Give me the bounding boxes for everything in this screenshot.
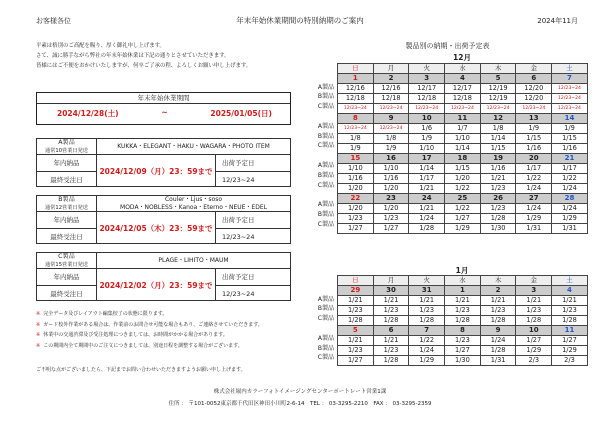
order-deadline: 2024/12/02（月）23：59まで (97, 269, 216, 301)
page-title: 年末年始休業期間の特別納期のご案内 (236, 16, 364, 25)
delivery-cell: 1/21 (338, 296, 374, 306)
delivery-cell: 1/23 (373, 346, 409, 356)
delivery-cell: 1/20 (338, 184, 374, 194)
delivery-cell: 1/21 (516, 296, 552, 306)
weekday-cell: 日 (338, 276, 374, 286)
date-cell: 3 (516, 286, 552, 296)
date-row (338, 194, 588, 204)
product-row-b (338, 94, 588, 104)
row-label: B製品 (317, 171, 334, 179)
product-row-a (338, 336, 588, 346)
date-cell: 22 (338, 194, 374, 204)
delivery-cell: 1/24 (409, 214, 445, 224)
delivery-cell: 1/23 (445, 336, 481, 346)
date-cell: 7 (552, 74, 588, 84)
row-label: C製品 (317, 220, 334, 228)
date-cell: 5 (480, 74, 516, 84)
intro-line: 平素は格別のご高配を賜り、厚く御礼申し上げます。 (36, 43, 165, 49)
delivery-cell: 1/23 (373, 214, 409, 224)
intro-text (36, 41, 251, 71)
year-delivery-label: 年内納品 (37, 155, 96, 172)
intro-line: 皆様にはご不便をおかけいたしますが、何卒ご了承の程、よろしくお願い申し上げます。 (36, 63, 252, 69)
delivery-cell: 1/14 (445, 144, 481, 154)
delivery-cell: 1/27 (516, 336, 552, 346)
brand-list: Couler・Ljus・soso MODA・NOBLESS・Kanoa・Eterno・NEUE・EDEL (120, 196, 267, 211)
weekday-cell: 月 (373, 276, 409, 286)
delivery-cell: 1/28 (338, 316, 374, 326)
last-order-label: 最終受注日 (50, 290, 83, 298)
product-row-c (338, 224, 588, 234)
date-row (338, 154, 588, 164)
row-label: C製品 (317, 103, 334, 111)
date-cell: 25 (445, 194, 481, 204)
weekday-cell: 金 (516, 276, 552, 286)
last-order-label: 最終受注日 (50, 233, 83, 241)
row-label-spacer (306, 73, 336, 83)
delivery-cell: 1/28 (516, 316, 552, 326)
weekday-cell: 土 (552, 276, 588, 286)
contact-note: ご不明な点がございましたら、下記までお問い合わせいただきますようお願い申し上げます。 (36, 367, 246, 373)
date-cell: 31 (409, 286, 445, 296)
delivery-cell: 12/23~24 (445, 104, 481, 114)
delivery-cell: 1/22 (516, 174, 552, 184)
delivery-cell: 1/21 (552, 296, 588, 306)
date-cell: 8 (445, 326, 481, 336)
row-label: A製品 (317, 334, 334, 342)
delivery-cell: 1/8 (373, 134, 409, 144)
delivery-cell: 1/24 (552, 204, 588, 214)
product-row-a (338, 296, 588, 306)
date-cell: 10 (409, 114, 445, 124)
row-label: B製品 (317, 305, 334, 313)
delivery-cell: 1/17 (552, 164, 588, 174)
date-cell: 4 (552, 286, 588, 296)
product-row-b (338, 214, 588, 224)
row-label: A製品 (317, 83, 334, 91)
product-row-b (338, 134, 588, 144)
delivery-cell: 1/29 (409, 356, 445, 366)
delivery-cell: 1/17 (516, 164, 552, 174)
order-deadline: 2024/12/05（木）23：59まで (97, 212, 216, 244)
delivery-cell: 1/30 (480, 224, 516, 234)
delivery-cell: 1/23 (445, 306, 481, 316)
month-december: 12月 (453, 53, 471, 62)
delivery-cell: 1/30 (445, 356, 481, 366)
date-cell: 16 (373, 154, 409, 164)
delivery-cell: 1/29 (552, 346, 588, 356)
product-row-c (338, 356, 588, 366)
delivery-cell: 12/17 (445, 84, 481, 94)
date-cell: 5 (338, 326, 374, 336)
date-cell: 23 (373, 194, 409, 204)
date-cell: 18 (445, 154, 481, 164)
delivery-cell: 1/10 (338, 164, 374, 174)
date-cell: 29 (338, 286, 374, 296)
delivery-cell: 1/9 (338, 144, 374, 154)
header-left: お客様各位 (36, 17, 71, 25)
date-cell: 2 (373, 74, 409, 84)
holiday-period-title: 年末年始休業期間 (37, 93, 290, 104)
year-delivery-label: 年内納品 (37, 269, 96, 286)
delivery-cell: 12/23~24 (409, 104, 445, 114)
delivery-cell: 1/20 (445, 174, 481, 184)
note-item: ※ 休業中の交通渋滞及び受注処理につきましては、お時間がかかる場合があります。 (36, 332, 228, 338)
holiday-period-box (36, 92, 291, 125)
date-cell: 24 (409, 194, 445, 204)
intro-line: さて、誠に勝手ながら弊社の年末年始休業は下記の通りとさせていただきます。 (36, 53, 230, 59)
delivery-cell: 1/9 (552, 124, 588, 134)
row-label: B製品 (317, 93, 334, 101)
delivery-cell: 1/31 (516, 224, 552, 234)
delivery-cell: 12/23~24 (516, 104, 552, 114)
month-january: 1月 (455, 266, 469, 275)
delivery-cell: 12/20 (516, 94, 552, 104)
delivery-cell: 1/28 (480, 316, 516, 326)
weekday-cell: 水 (445, 64, 481, 74)
date-cell: 9 (373, 114, 409, 124)
delivery-cell: 1/16 (552, 144, 588, 154)
product-a-box (36, 138, 291, 187)
delivery-cell: 1/27 (338, 224, 374, 234)
delivery-cell: 2/3 (516, 356, 552, 366)
delivery-cell: 12/23~24 (338, 124, 374, 134)
date-cell: 7 (409, 326, 445, 336)
delivery-cell: 1/10 (409, 144, 445, 154)
footer-company: 株式会社堀内カラーフォトイメージングセンターポートレート営業1課 (213, 389, 387, 395)
weekday-cell: 日 (338, 64, 374, 74)
product-label: A製品 通常10営業日発送 (37, 139, 97, 154)
last-order-label: 最終受注日 (50, 176, 83, 184)
date-cell: 2 (480, 286, 516, 296)
date-row (338, 286, 588, 296)
calendar-december (337, 63, 588, 234)
ship-label: 出荷予定日 (216, 212, 290, 229)
delivery-cell: 12/23~24 (480, 104, 516, 114)
row-label-spacer (306, 63, 336, 73)
delivery-cell: 1/15 (516, 134, 552, 144)
date-cell: 21 (552, 154, 588, 164)
year-delivery-label: 年内納品 (37, 212, 96, 229)
delivery-cell: 1/15 (552, 134, 588, 144)
delivery-cell: 1/29 (516, 214, 552, 224)
row-label: C製品 (317, 315, 334, 323)
product-row-a (338, 204, 588, 214)
calendar-title: 製品別の納期・出荷予定表 (405, 42, 490, 50)
row-label-spacer (306, 112, 336, 122)
delivery-cell: 1/24 (552, 184, 588, 194)
row-label: B製品 (317, 210, 334, 218)
product-b-box (36, 195, 291, 244)
date-cell: 9 (480, 326, 516, 336)
row-label-spacer (306, 324, 336, 334)
holiday-end: 2025/01/05(日) (210, 109, 272, 118)
delivery-cell: 1/9 (373, 144, 409, 154)
date-cell: 11 (552, 326, 588, 336)
delivery-cell: 1/9 (516, 124, 552, 134)
delivery-cell: 1/31 (552, 224, 588, 234)
delivery-cell: 12/18 (373, 94, 409, 104)
date-cell: 12 (480, 114, 516, 124)
delivery-cell: 1/14 (409, 164, 445, 174)
row-label: B製品 (317, 344, 334, 352)
delivery-cell: 1/6 (409, 124, 445, 134)
delivery-cell: 1/14 (480, 134, 516, 144)
delivery-cell: 1/24 (516, 184, 552, 194)
date-cell: 11 (445, 114, 481, 124)
delivery-cell: 12/16 (338, 84, 374, 94)
delivery-cell: 1/21 (373, 336, 409, 346)
delivery-cell: 12/18 (409, 94, 445, 104)
delivery-cell: 1/23 (480, 204, 516, 214)
delivery-cell: 1/23 (338, 214, 374, 224)
delivery-cell: 1/27 (445, 214, 481, 224)
delivery-cell: 12/23~24 (373, 124, 409, 134)
delivery-cell: 12/23~24 (338, 104, 374, 114)
ship-date: 12/23~24 (222, 290, 255, 298)
order-deadline: 2024/12/09（月）23：59まで (97, 155, 216, 187)
delivery-cell: 1/21 (480, 296, 516, 306)
weekday-row (338, 276, 588, 286)
delivery-cell: 1/27 (552, 336, 588, 346)
date-cell: 27 (516, 194, 552, 204)
date-cell: 13 (516, 114, 552, 124)
date-row (338, 114, 588, 124)
row-label: A製品 (317, 201, 334, 209)
row-label: A製品 (317, 161, 334, 169)
date-cell: 10 (516, 326, 552, 336)
row-label: C製品 (317, 181, 334, 189)
delivery-cell: 1/24 (409, 346, 445, 356)
delivery-cell: 1/24 (516, 204, 552, 214)
product-label: C製品 通常15営業日発送 (37, 253, 97, 268)
date-row (338, 326, 588, 336)
weekday-cell: 木 (480, 276, 516, 286)
delivery-cell: 1/23 (480, 306, 516, 316)
weekday-cell: 金 (516, 64, 552, 74)
product-label: B製品 通常12営業日発送 (37, 196, 97, 211)
delivery-cell: 1/28 (409, 224, 445, 234)
row-labels-january (306, 275, 336, 363)
delivery-cell: 1/22 (409, 336, 445, 346)
product-row-b (338, 346, 588, 356)
delivery-cell: 1/21 (480, 174, 516, 184)
date-cell: 6 (373, 326, 409, 336)
weekday-cell: 水 (445, 276, 481, 286)
delivery-cell: 1/21 (338, 336, 374, 346)
weekday-cell: 火 (409, 64, 445, 74)
delivery-cell: 1/23 (373, 306, 409, 316)
delivery-cell: 1/9 (409, 134, 445, 144)
weekday-cell: 土 (552, 64, 588, 74)
delivery-cell: 1/22 (445, 204, 481, 214)
delivery-cell: 1/29 (445, 224, 481, 234)
delivery-cell: 12/18 (338, 94, 374, 104)
delivery-cell: 1/20 (373, 184, 409, 194)
delivery-cell: 1/8 (338, 134, 374, 144)
delivery-cell: 1/10 (373, 164, 409, 174)
ship-label: 出荷予定日 (216, 155, 290, 172)
row-label-spacer (306, 285, 336, 295)
delivery-cell: 1/29 (516, 346, 552, 356)
delivery-cell: 1/15 (480, 144, 516, 154)
delivery-cell: 1/23 (409, 306, 445, 316)
ship-label: 出荷予定日 (216, 269, 290, 286)
date-cell: 30 (373, 286, 409, 296)
weekday-cell: 火 (409, 276, 445, 286)
date-cell: 6 (516, 74, 552, 84)
delivery-cell: 1/23 (338, 346, 374, 356)
row-label: B製品 (317, 132, 334, 140)
product-row-b (338, 306, 588, 316)
delivery-cell: 1/28 (552, 316, 588, 326)
date-cell: 1 (338, 74, 374, 84)
date-cell: 3 (409, 74, 445, 84)
row-label: A製品 (317, 295, 334, 303)
product-row-b (338, 174, 588, 184)
delivery-cell: 1/22 (445, 184, 481, 194)
product-row-a (338, 84, 588, 94)
ship-date: 12/23~24 (222, 233, 255, 241)
date-cell: 8 (338, 114, 374, 124)
date-cell: 14 (552, 114, 588, 124)
delivery-cell: 1/21 (409, 204, 445, 214)
delivery-cell: 1/17 (409, 174, 445, 184)
delivery-cell: 1/23 (338, 306, 374, 316)
delivery-cell: 1/16 (480, 164, 516, 174)
delivery-cell: 1/16 (373, 174, 409, 184)
product-row-a (338, 164, 588, 174)
delivery-cell: 1/28 (373, 316, 409, 326)
delivery-cell: 1/21 (373, 296, 409, 306)
delivery-cell: 1/21 (409, 184, 445, 194)
row-label-spacer (306, 275, 336, 285)
date-cell: 15 (338, 154, 374, 164)
delivery-cell: 1/22 (552, 174, 588, 184)
date-cell: 1 (445, 286, 481, 296)
delivery-cell: 12/18 (445, 94, 481, 104)
weekday-cell: 木 (480, 64, 516, 74)
delivery-cell: 1/28 (445, 316, 481, 326)
delivery-cell: 1/20 (338, 204, 374, 214)
delivery-cell: 1/28 (480, 214, 516, 224)
date-cell: 4 (445, 74, 481, 84)
delivery-cell: 12/20 (516, 84, 552, 94)
product-row-c (338, 184, 588, 194)
delivery-cell: 1/20 (373, 204, 409, 214)
product-c-box (36, 252, 291, 301)
date-cell: 20 (516, 154, 552, 164)
delivery-cell: 1/21 (445, 296, 481, 306)
row-label: C製品 (317, 354, 334, 362)
product-row-c (338, 104, 588, 114)
delivery-cell: 2/3 (552, 356, 588, 366)
delivery-cell: 12/23~24 (552, 94, 588, 104)
footer-contact: 住所 ： 〒101-0052東京都千代田区神田小川町2-6-14 TEL ： 03-3295-2210 FAX ： 03-3295-2359 (168, 401, 432, 407)
date-cell: 26 (480, 194, 516, 204)
delivery-cell: 12/19 (480, 84, 516, 94)
delivery-cell: 1/10 (445, 134, 481, 144)
brand-list: PLAGE・LIHITO・MAUM (158, 257, 229, 264)
holiday-separator: ~ (161, 108, 168, 117)
row-labels-december (306, 63, 336, 230)
delivery-cell: 1/16 (338, 174, 374, 184)
delivery-cell: 1/28 (373, 356, 409, 366)
date-cell: 28 (552, 194, 588, 204)
date-cell: 17 (409, 154, 445, 164)
delivery-cell: 1/27 (338, 356, 374, 366)
delivery-cell: 1/27 (373, 224, 409, 234)
product-row-c (338, 316, 588, 326)
note-item: ※ ガード校外作業がある場合は、作業前のお問合せ可能な場合もあり、ご連絡させていただきます。 (36, 321, 263, 328)
delivery-cell: 1/7 (445, 124, 481, 134)
delivery-cell: 1/16 (516, 144, 552, 154)
delivery-cell: 1/31 (480, 356, 516, 366)
delivery-cell: 1/24 (480, 336, 516, 346)
row-label-spacer (306, 151, 336, 161)
delivery-cell: 12/17 (409, 84, 445, 94)
delivery-cell: 12/23~24 (552, 104, 588, 114)
product-row-a (338, 124, 588, 134)
date-row (338, 74, 588, 84)
product-row-c (338, 144, 588, 154)
calendar-january (337, 275, 588, 366)
note-item: ※ 完全データ及びレイアウト編集校了の状態に限ります。 (36, 311, 168, 317)
delivery-cell: 1/15 (445, 164, 481, 174)
brand-list: KUKKA・ELEGANT・HAKU・WAGARA・PHOTO ITEM (117, 143, 270, 150)
delivery-cell: 1/27 (445, 346, 481, 356)
delivery-cell: 1/28 (409, 316, 445, 326)
delivery-cell: 1/23 (516, 306, 552, 316)
delivery-cell: 1/29 (552, 214, 588, 224)
ship-date: 12/23~24 (222, 176, 255, 184)
delivery-cell: 1/23 (552, 306, 588, 316)
row-label: A製品 (317, 122, 334, 130)
header-date: 2024年11月 (537, 17, 578, 25)
weekday-row (338, 64, 588, 74)
delivery-cell: 1/8 (480, 124, 516, 134)
row-label-spacer (306, 190, 336, 200)
delivery-cell: 12/19 (480, 94, 516, 104)
date-cell: 19 (480, 154, 516, 164)
delivery-cell: 1/28 (480, 346, 516, 356)
note-item: ※ この期間内全て期間中のご注文につきましては、別途日程を調整する場合がございます。 (36, 342, 243, 349)
delivery-cell: 12/23~24 (373, 104, 409, 114)
delivery-cell: 12/23~24 (552, 84, 588, 94)
delivery-cell: 1/23 (480, 184, 516, 194)
delivery-cell: 1/21 (409, 296, 445, 306)
weekday-cell: 月 (373, 64, 409, 74)
row-label: C製品 (317, 142, 334, 150)
notes (36, 309, 263, 351)
holiday-start: 2024/12/28(土) (57, 109, 119, 118)
delivery-cell: 12/16 (373, 84, 409, 94)
